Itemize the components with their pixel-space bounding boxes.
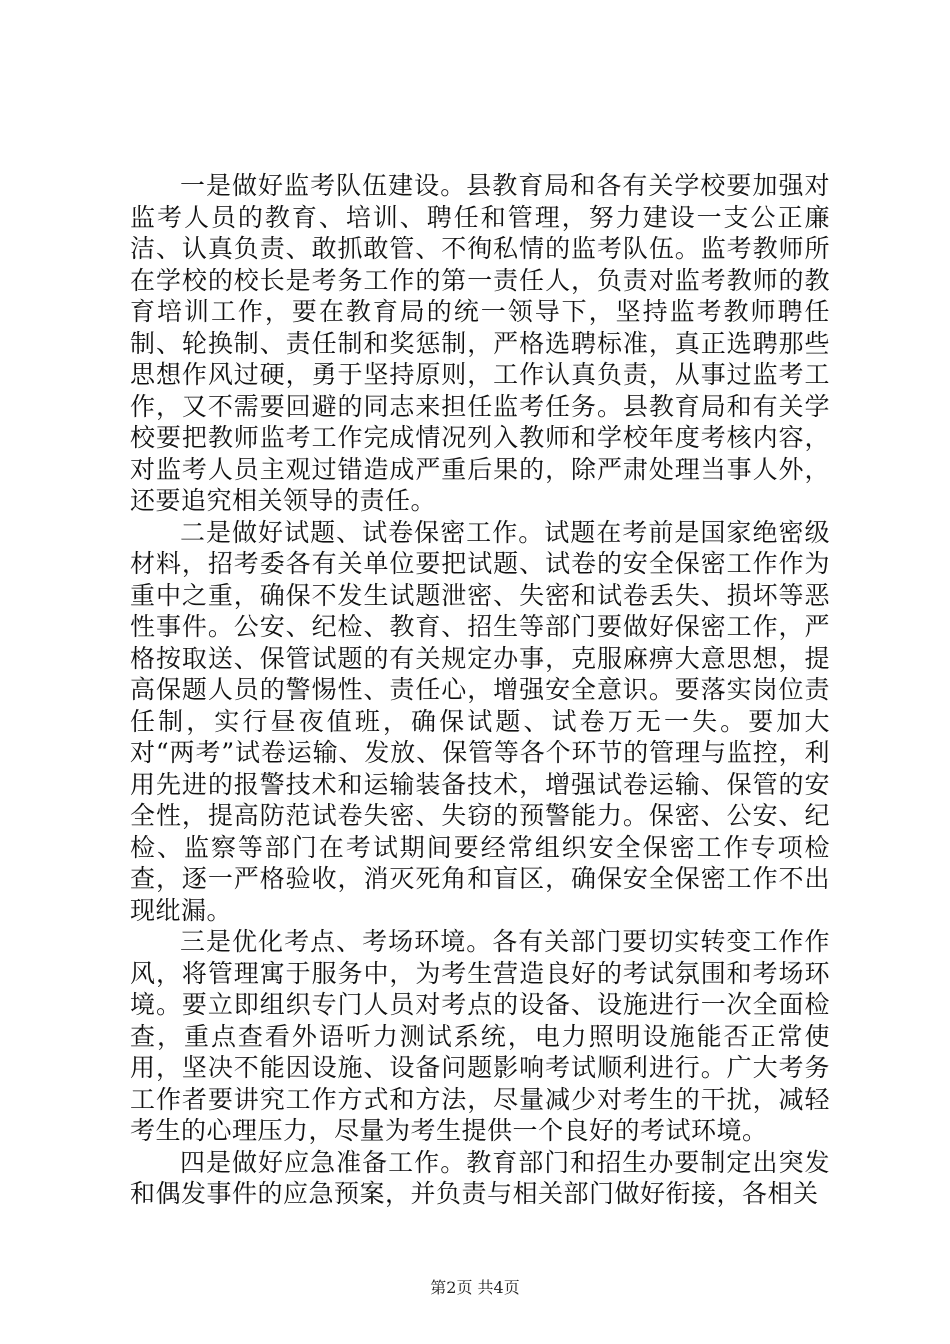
document-body — [130, 170, 830, 1210]
page-number-footer: 第2页 共4页 — [430, 1278, 520, 1297]
paragraph-exam-environment: 三是优化考点、考场环境。各有关部门要切实转变工作作风，将管理寓于服务中，为考生营造良好的考试氛围和考场环境。要立即组织专门人员对考点的设备、设施进行一次全面检查，重点查看外语听力测试系统，电力照明设施能否正常使用，坚决不能因设施、设备问题影响考试顺利进行。广大考务工作者要讲究工作方式和方法，尽量减少对考生的干扰，减轻考生的心理压力，尽量为考生提供一个良好的考试环境。 — [130, 927, 830, 1145]
paragraph-invigilation-team: 一是做好监考队伍建设。县教育局和各有关学校要加强对监考人员的教育、培训、聘任和管理，努力建设一支公正廉洁、认真负责、敢抓敢管、不徇私情的监考队伍。监考教师所在学校的校长是考务工作的第一责任人，负责对监考教师的教育培训工作，要在教育局的统一领导下，坚持监考教师聘任制、轮换制、责任制和奖惩制，严格选聘标准，真正选聘那些思想作风过硬，勇于坚持原则，工作认真负责，从事过监考工作，又不需要回避的同志来担任监考任务。县教育局和有关学校要把教师监考工作完成情况列入教师和学校年度考核内容，对监考人员主观过错造成严重后果的，除严肃处理当事人外，还要追究相关领导的责任。 — [130, 171, 830, 515]
paragraph-emergency-preparation: 四是做好应急准备工作。教育部门和招生办要制定出突发和偶发事件的应急预案，并负责与相关部门做好衔接，各相关 — [130, 1147, 830, 1208]
paragraph-exam-security: 二是做好试题、试卷保密工作。试题在考前是国家绝密级材料，招考委各有关单位要把试题、试卷的安全保密工作作为重中之重，确保不发生试题泄密、失密和试卷丢失、损坏等恶性事件。公安、纪检、教育、招生等部门要做好保密工作，严格按取送、保管试题的有关规定办事，克服麻痹大意思想，提高保题人员的警惕性、责任心，增强安全意识。要落实岗位责任制，实行昼夜值班，确保试题、试卷万无一失。要加大对“两考”试卷运输、发放、保管等各个环节的管理与监控，利用先进的报警技术和运输装备技术，增强试卷运输、保管的安全性，提高防范试卷失密、失窃的预警能力。保密、公安、纪检、监察等部门在考试期间要经常组织安全保密工作专项检查，逐一严格验收，消灭死角和盲区，确保安全保密工作不出现纰漏。 — [130, 517, 830, 925]
